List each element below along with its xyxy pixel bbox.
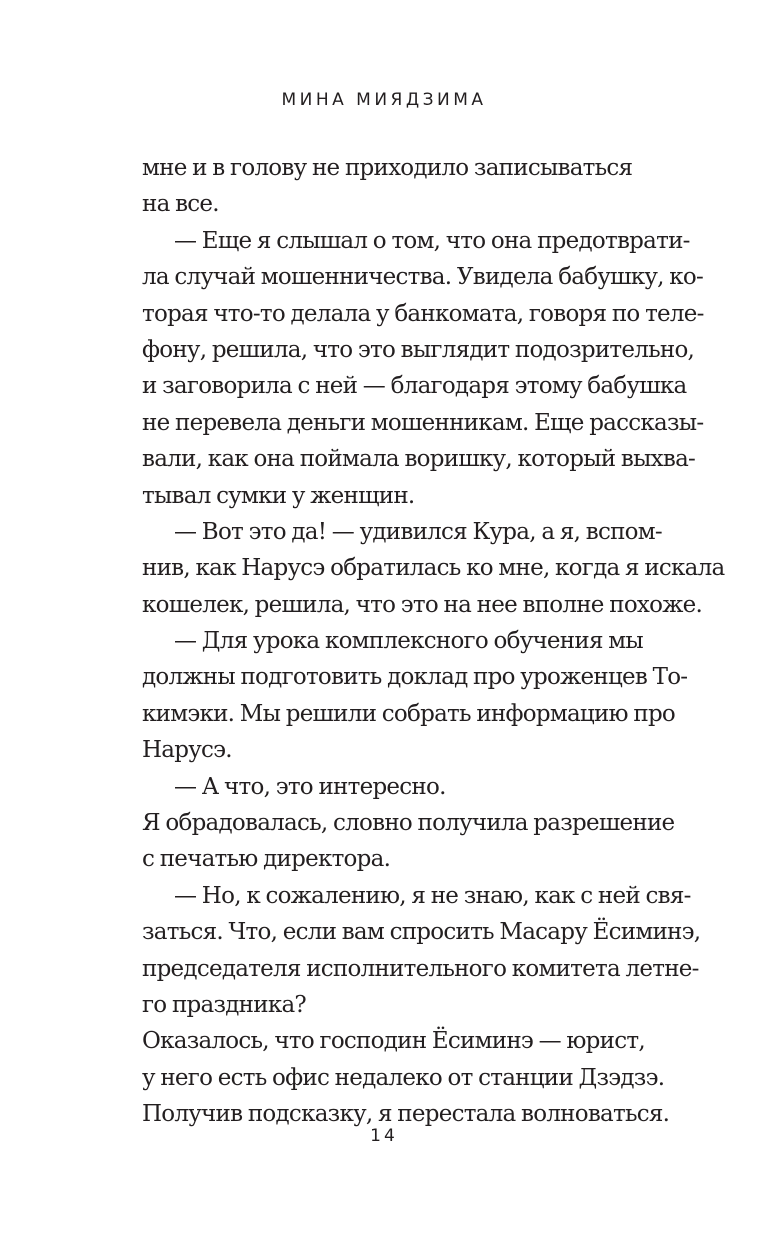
text-line: ла случай мошенничества. Увидела бабушку, ко- [142, 264, 704, 291]
text-line: должны подготовить доклад про уроженцев То- [142, 664, 688, 691]
text-line: вали, как она поймала воришку, который выхва- [142, 446, 696, 473]
text-line: Нарусэ. [142, 737, 232, 764]
text-line: кошелек, решила, что это на нее вполне похоже. [142, 591, 703, 618]
body-text [142, 150, 768, 1133]
text-line: торая что-то делала у банкомата, говоря по теле- [142, 300, 704, 327]
text-line: го праздника? [142, 991, 307, 1018]
text-line: — А что, это интересно. [174, 773, 446, 800]
text-line: — Для урока комплексного обучения мы [174, 628, 643, 655]
text-line: на все. [142, 191, 219, 218]
text-line: Я обрадовалась, словно получила разрешение [142, 810, 675, 837]
text-line: заться. Что, если вам спросить Масару Ёсиминэ, [142, 919, 701, 946]
text-line: — Еще я слышал о том, что она предотврати- [174, 227, 690, 254]
text-line: мне и в голову не приходило записываться [142, 155, 633, 181]
text-line: с печатью директора. [142, 846, 391, 873]
text-line: у него есть офис недалеко от станции Дзэдзэ. [142, 1064, 665, 1091]
text-line: не перевела деньги мошенникам. Еще рассказы- [142, 409, 704, 436]
text-line: — Вот это да! — удивился Кура, а я, вспом- [174, 518, 662, 545]
text-line: Получив подсказку, я перестала волноваться. [142, 1101, 670, 1128]
text-line: и заговорила с ней — благодаря этому бабушка [142, 373, 687, 400]
text-line: нив, как Нарусэ обратилась ко мне, когда я искала [142, 555, 725, 582]
text-line: Оказалось, что господин Ёсиминэ — юрист, [142, 1028, 645, 1055]
running-header: МИНА МИЯДЗИМА [281, 90, 487, 110]
text-line: председателя исполнительного комитета летне- [142, 955, 699, 982]
page-number: 14 [370, 1126, 398, 1146]
text-line: — Но, к сожалению, я не знаю, как с ней свя- [174, 882, 691, 909]
text-line: тывал сумки у женщин. [142, 482, 415, 509]
text-line: кимэки. Мы решили собрать информацию про [142, 700, 676, 727]
text-line: фону, решила, что это выглядит подозрительно, [142, 336, 695, 363]
